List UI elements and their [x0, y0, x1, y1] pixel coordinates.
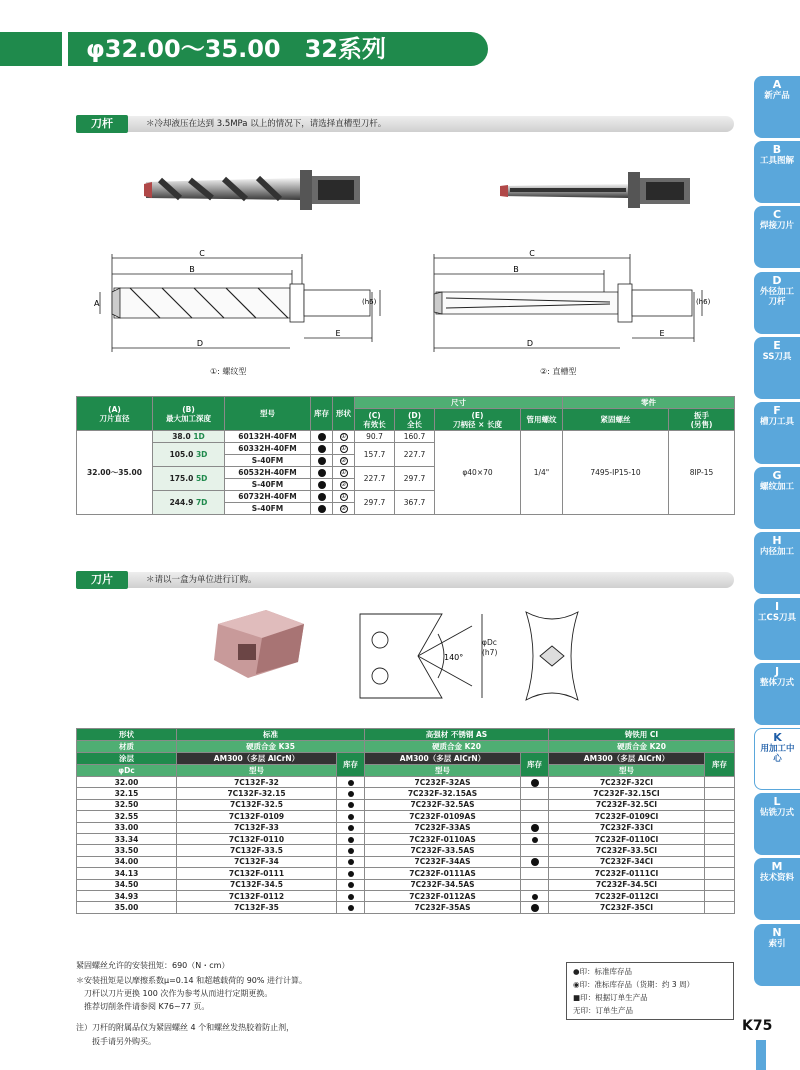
insert-model-as: 7C232F-32AS — [365, 777, 521, 788]
stock-small-dot-icon — [348, 894, 354, 900]
index-tab-letter: N — [772, 925, 782, 939]
label-140-degree: 140° — [444, 653, 464, 662]
stock-small-dot-icon — [532, 837, 538, 843]
holder-depth — [153, 467, 225, 491]
stock-small-dot-icon — [348, 837, 354, 843]
page-title: φ32.00～35.00 32系列 — [86, 35, 386, 63]
holder-depth-value: 244.9 — [169, 498, 194, 507]
holder-stock — [311, 455, 333, 467]
index-tab-letter: F — [773, 404, 781, 417]
index-tab-text: 焊接刀片 — [759, 221, 794, 232]
insert-dc: 33.50 — [77, 845, 177, 856]
insert-stock-as — [521, 777, 549, 788]
insert-model-as: 7C232F-32.15AS — [365, 788, 521, 799]
holder-stock — [311, 467, 333, 479]
legend-semi-standard: ◉印：准标库存品（货期：约 3 周） — [573, 980, 695, 989]
screw-type-drawing — [90, 248, 390, 360]
holder-model: S-40FM — [225, 503, 311, 515]
holder-screw: 7495-IP15-10 — [563, 431, 669, 515]
insert-angle-drawing — [354, 606, 494, 706]
holder-model: 60332H-40FM — [225, 443, 311, 455]
holder-effective-length: 90.7 — [355, 431, 395, 443]
index-tab-l[interactable] — [754, 793, 800, 855]
insert-row — [77, 822, 735, 833]
holder-section-tag: 刀杆 — [76, 115, 128, 133]
insert-row — [77, 890, 735, 901]
stock-dot-icon — [531, 904, 539, 912]
index-tab-text: 工具图解 — [759, 156, 794, 167]
insert-model-ci: 7C232F-34CI — [549, 856, 705, 867]
index-tab-d[interactable] — [754, 272, 800, 334]
holder-total-length: 227.7 — [395, 443, 435, 467]
index-tab-g[interactable] — [754, 467, 800, 529]
index-tab-text: 钻铣刀式 — [759, 808, 794, 819]
holder-table — [76, 396, 735, 515]
index-tab-text: 索引 — [768, 938, 786, 949]
insert-model-standard: 7C132F-34.5 — [177, 879, 337, 890]
ins-material-standard: 硬质合金 K35 — [177, 741, 365, 753]
insert-model-as: 7C232F-35AS — [365, 902, 521, 913]
insert-dc: 34.13 — [77, 868, 177, 879]
page-number-bar — [756, 1040, 766, 1070]
insert-stock-ci — [705, 879, 735, 890]
hdr-effective-length: (C) 有效长 — [355, 409, 395, 431]
holder-dia: 32.00～35.00 — [77, 431, 153, 515]
insert-model-standard: 7C132F-0112 — [177, 890, 337, 901]
insert-stock-ci — [705, 890, 735, 901]
ins-model-hdr-as: 型号 — [365, 765, 521, 777]
index-tab-b[interactable] — [754, 141, 800, 203]
holder-model: 60532H-40FM — [225, 467, 311, 479]
insert-dc: 32.50 — [77, 799, 177, 810]
shape-number-icon: ① — [340, 445, 347, 452]
index-tab-m[interactable] — [754, 858, 800, 920]
insert-stock-standard — [337, 788, 365, 799]
insert-stock-standard — [337, 777, 365, 788]
straight-drill-photo — [496, 168, 692, 212]
caption-straight-type: ②: 直槽型 — [540, 367, 577, 376]
insert-dc: 33.34 — [77, 833, 177, 844]
holder-shape — [333, 431, 355, 443]
insert-stock-as — [521, 868, 549, 879]
insert-stock-standard — [337, 868, 365, 879]
stock-legend — [566, 962, 734, 1020]
label-e: E — [335, 329, 341, 338]
holder-stock — [311, 503, 333, 515]
insert-dc: 32.55 — [77, 811, 177, 822]
insert-row — [77, 856, 735, 867]
insert-stock-as — [521, 811, 549, 822]
insert-model-as: 7C232F-0109AS — [365, 811, 521, 822]
index-tab-letter: M — [771, 860, 783, 874]
insert-dc: 32.15 — [77, 788, 177, 799]
insert-stock-ci — [705, 788, 735, 799]
insert-stock-as — [521, 856, 549, 867]
label-h6: (h6) — [362, 298, 377, 306]
ins-hdr-material: 材质 — [77, 741, 177, 753]
insert-stock-ci — [705, 833, 735, 844]
label-dc-h7: φDc (h7) — [482, 638, 498, 657]
insert-stock-as — [521, 879, 549, 890]
holder-shape — [333, 491, 355, 503]
stock-dot-icon — [318, 457, 326, 465]
shape-number-icon: ① — [340, 469, 347, 476]
hdr-model: 型号 — [225, 397, 311, 431]
holder-row — [77, 431, 735, 443]
holder-coolant: 1/4" — [521, 431, 563, 515]
insert-model-as: 7C232F-0110AS — [365, 833, 521, 844]
header-accent-bar — [62, 32, 68, 66]
footnote-2: 扳手请另外购买。 — [76, 1037, 156, 1046]
insert-stock-ci — [705, 822, 735, 833]
stock-dot-icon — [531, 824, 539, 832]
insert-stock-as — [521, 845, 549, 856]
holder-stock — [311, 491, 333, 503]
holder-depth-ratio: 7D — [195, 498, 208, 507]
stock-small-dot-icon — [348, 882, 354, 888]
insert-stock-standard — [337, 799, 365, 810]
label-h6-2: (h6) — [696, 298, 711, 306]
insert-stock-ci — [705, 902, 735, 913]
ins-shape-as: 高强材 不锈钢 AS — [365, 729, 549, 741]
stock-small-dot-icon — [348, 802, 354, 808]
holder-effective-length: 157.7 — [355, 443, 395, 467]
stock-small-dot-icon — [348, 871, 354, 877]
index-tab-letter: A — [772, 78, 782, 91]
index-tab-text: 工CS刀具 — [757, 612, 797, 623]
index-tab-text: 螺纹加工 — [759, 482, 794, 493]
index-tab-a[interactable] — [754, 76, 800, 138]
holder-effective-length: 297.7 — [355, 491, 395, 515]
insert-model-ci: 7C232F-32.5CI — [549, 799, 705, 810]
insert-stock-ci — [705, 799, 735, 810]
holder-depth-value: 38.0 — [172, 432, 191, 441]
holder-model: 60732H-40FM — [225, 491, 311, 503]
stock-dot-icon — [318, 469, 326, 477]
insert-model-standard: 7C132F-32.15 — [177, 788, 337, 799]
ins-material-ci: 硬质合金 K20 — [549, 741, 735, 753]
ins-coating-as: AM300（多层 AlCrN） — [365, 753, 521, 765]
hdr-shape: 形状 — [333, 397, 355, 431]
insert-stock-standard — [337, 822, 365, 833]
stock-small-dot-icon — [348, 905, 354, 911]
hdr-size-group: 尺寸 — [355, 397, 563, 409]
holder-depth-value: 105.0 — [169, 450, 194, 459]
stock-dot-icon — [318, 505, 326, 513]
insert-stock-standard — [337, 902, 365, 913]
insert-stock-ci — [705, 868, 735, 879]
holder-shape — [333, 503, 355, 515]
insert-section-note: ＊请以一盒为单位进行订购。 — [146, 575, 257, 585]
index-tab-letter: G — [772, 469, 782, 483]
insert-row — [77, 833, 735, 844]
holder-model: 60132H-40FM — [225, 431, 311, 443]
index-tab-letter: E — [773, 338, 781, 352]
insert-model-ci: 7C232F-32.15CI — [549, 788, 705, 799]
insert-row — [77, 799, 735, 810]
index-tab-f[interactable] — [754, 402, 800, 464]
label-d: D — [196, 339, 204, 348]
label-d-2: D — [526, 339, 534, 348]
stock-small-dot-icon — [348, 791, 354, 797]
index-tab-text: 槽刀工具 — [759, 417, 794, 427]
ins-material-as: 硬质合金 K20 — [365, 741, 549, 753]
insert-dc: 34.93 — [77, 890, 177, 901]
ins-coating-ci: AM300（多层 AlCrN） — [549, 753, 705, 765]
ins-coating-standard: AM300（多层 AlCrN） — [177, 753, 337, 765]
holder-stock — [311, 431, 333, 443]
insert-model-standard: 7C132F-33.5 — [177, 845, 337, 856]
insert-stock-as — [521, 833, 549, 844]
insert-dc: 35.00 — [77, 902, 177, 913]
holder-total-length: 367.7 — [395, 491, 435, 515]
hdr-parts-group: 零件 — [563, 397, 735, 409]
ins-hdr-shape: 形状 — [77, 729, 177, 741]
holder-depth-ratio: 1D — [193, 432, 205, 441]
holder-shank: φ40×70 — [435, 431, 521, 515]
holder-stock — [311, 479, 333, 491]
hdr-total-length: (D) 全长 — [395, 409, 435, 431]
holder-shape — [333, 455, 355, 467]
insert-model-ci: 7C232F-35CI — [549, 902, 705, 913]
hdr-wrench: 扳手 (另售) — [669, 409, 735, 431]
insert-model-standard: 7C132F-34 — [177, 856, 337, 867]
insert-stock-as — [521, 890, 549, 901]
footnote-1: 注）刀杆的附属品仅为紧固螺丝 4 个和螺丝发热胶着防止剂， — [76, 1023, 295, 1032]
stock-small-dot-icon — [348, 825, 354, 831]
insert-photo — [208, 604, 312, 684]
index-tab-letter: H — [772, 534, 782, 548]
insert-stock-as — [521, 902, 549, 913]
shape-number-icon: ① — [340, 433, 347, 440]
insert-stock-standard — [337, 833, 365, 844]
ins-shape-ci: 铸铁用 CI — [549, 729, 735, 741]
note-line2: 刀杆以刀片更换 100 次作为参考从而进行定期更换。 — [76, 989, 273, 998]
insert-stock-as — [521, 799, 549, 810]
stock-small-dot-icon — [348, 780, 354, 786]
insert-row — [77, 811, 735, 822]
page-number: K75 — [742, 1018, 773, 1034]
insert-model-standard: 7C132F-0110 — [177, 833, 337, 844]
stock-dot-icon — [531, 858, 539, 866]
holder-depth — [153, 443, 225, 467]
index-tab-letter: L — [773, 795, 781, 809]
insert-row — [77, 788, 735, 799]
holder-model: S-40FM — [225, 479, 311, 491]
insert-row — [77, 902, 735, 913]
stock-dot-icon — [531, 779, 539, 787]
screw-drill-photo — [140, 166, 362, 216]
index-tab-text: 新产品 — [764, 91, 790, 101]
index-tab-k[interactable] — [754, 728, 800, 790]
index-tab-i[interactable] — [754, 598, 800, 660]
insert-model-standard: 7C132F-33 — [177, 822, 337, 833]
insert-section-tag: 刀片 — [76, 571, 128, 589]
holder-depth — [153, 491, 225, 515]
ins-stock-as: 库存 — [521, 753, 549, 777]
insert-row — [77, 879, 735, 890]
insert-row — [77, 845, 735, 856]
stock-small-dot-icon — [348, 814, 354, 820]
holder-shape — [333, 479, 355, 491]
ins-stock-standard: 库存 — [337, 753, 365, 777]
insert-model-ci: 7C232F-34.5CI — [549, 879, 705, 890]
hdr-stock: 库存 — [311, 397, 333, 431]
insert-stock-standard — [337, 811, 365, 822]
insert-model-as: 7C232F-34.5AS — [365, 879, 521, 890]
holder-model: S-40FM — [225, 455, 311, 467]
index-tab-n[interactable] — [754, 924, 800, 986]
stock-dot-icon — [318, 481, 326, 489]
legend-order: ■印：根据订单生产品 — [573, 993, 648, 1002]
insert-model-as: 7C232F-0112AS — [365, 890, 521, 901]
legend-none: 无印：订单生产品 — [573, 1006, 633, 1015]
holder-stock — [311, 443, 333, 455]
note-line3: 推荐切削条件请参阅 K76~77 页。 — [76, 1002, 210, 1011]
insert-stock-ci — [705, 845, 735, 856]
index-tab-e[interactable] — [754, 337, 800, 399]
stock-dot-icon — [318, 493, 326, 501]
holder-depth-ratio: 3D — [195, 450, 208, 459]
insert-model-ci: 7C232F-0112CI — [549, 890, 705, 901]
insert-dc: 34.50 — [77, 879, 177, 890]
index-tab-letter: C — [772, 208, 782, 222]
hdr-screw: 紧固螺丝 — [563, 409, 669, 431]
insert-model-as: 7C232F-34AS — [365, 856, 521, 867]
hdr-depth: (B) 最大加工深度 — [153, 397, 225, 431]
ins-stock-ci: 库存 — [705, 753, 735, 777]
insert-model-ci: 7C232F-0109CI — [549, 811, 705, 822]
hdr-dia: (A) 刀片直径 — [77, 397, 153, 431]
insert-stock-ci — [705, 777, 735, 788]
index-tab-c[interactable] — [754, 206, 800, 268]
insert-model-as: 7C232F-33AS — [365, 822, 521, 833]
hdr-shank: (E) 刀柄径 × 长度 — [435, 409, 521, 431]
index-tab-text: 内径加工 — [759, 547, 794, 558]
index-tab-letter: B — [772, 143, 782, 157]
insert-dc: 32.00 — [77, 777, 177, 788]
straight-type-drawing — [420, 248, 720, 360]
insert-model-standard: 7C132F-32.5 — [177, 799, 337, 810]
holder-shape — [333, 467, 355, 479]
ins-shape-standard: 标准 — [177, 729, 365, 741]
insert-stock-standard — [337, 856, 365, 867]
index-tab-letter: D — [772, 273, 782, 287]
holder-depth — [153, 431, 225, 443]
insert-row — [77, 777, 735, 788]
shape-number-icon: ② — [340, 505, 347, 512]
index-tab-letter: I — [774, 599, 780, 613]
index-tab-letter: J — [774, 664, 780, 678]
shape-number-icon: ① — [340, 493, 347, 500]
insert-row — [77, 868, 735, 879]
holder-total-length: 160.7 — [395, 431, 435, 443]
stock-small-dot-icon — [532, 894, 538, 900]
insert-stock-standard — [337, 879, 365, 890]
label-a: A — [94, 299, 100, 308]
label-c-2: C — [529, 249, 535, 258]
index-tab-text: 技术资料 — [759, 873, 794, 884]
insert-stock-ci — [705, 856, 735, 867]
legend-standard: ●印：标准库存品 — [573, 967, 633, 976]
insert-model-ci: 7C232F-33.5CI — [549, 845, 705, 856]
insert-table — [76, 728, 735, 914]
insert-model-standard: 7C132F-0111 — [177, 868, 337, 879]
insert-model-as: 7C232F-0111AS — [365, 868, 521, 879]
holder-effective-length: 227.7 — [355, 467, 395, 491]
index-tab-text: 整体刀式 — [759, 677, 794, 688]
insert-model-ci: 7C232F-33CI — [549, 822, 705, 833]
ins-hdr-dc: φDc — [77, 765, 177, 777]
insert-model-standard: 7C132F-0109 — [177, 811, 337, 822]
label-c: C — [199, 249, 205, 258]
index-tab-text: 外径加工刀杆 — [759, 286, 794, 307]
insert-stock-as — [521, 822, 549, 833]
stock-dot-icon — [318, 445, 326, 453]
caption-screw-type: ①: 螺纹型 — [210, 367, 247, 376]
holder-shape — [333, 443, 355, 455]
insert-model-standard: 7C132F-35 — [177, 902, 337, 913]
insert-model-ci: 7C232F-0110CI — [549, 833, 705, 844]
stock-small-dot-icon — [348, 848, 354, 854]
shape-number-icon: ② — [340, 481, 347, 488]
index-tab-text: 用加工中心 — [760, 744, 795, 764]
note-line1: ＊安装扭矩是以摩擦系数μ=0.14 和超越载荷的 90% 进行计算。 — [76, 976, 308, 985]
note-torque: 紧固螺丝允许的安装扭矩：690（N・cm） — [76, 961, 230, 970]
index-tab-h[interactable] — [754, 532, 800, 594]
hdr-coolant: 管用螺纹 — [521, 409, 563, 431]
insert-stock-standard — [337, 890, 365, 901]
holder-total-length: 297.7 — [395, 467, 435, 491]
stock-small-dot-icon — [348, 859, 354, 865]
insert-stock-ci — [705, 811, 735, 822]
label-b-2: B — [513, 265, 519, 274]
holder-depth-ratio: 5D — [195, 474, 208, 483]
insert-model-standard: 7C132F-32 — [177, 777, 337, 788]
insert-model-as: 7C232F-32.5AS — [365, 799, 521, 810]
holder-depth-value: 175.0 — [169, 474, 194, 483]
insert-stock-as — [521, 788, 549, 799]
insert-dc: 34.00 — [77, 856, 177, 867]
insert-stock-standard — [337, 845, 365, 856]
index-tab-text: SS刀具 — [762, 351, 792, 362]
holder-section-note: ＊冷却液压在达到 3.5MPa 以上的情况下，请选择直槽型刀杆。 — [146, 119, 387, 129]
insert-model-as: 7C232F-33.5AS — [365, 845, 521, 856]
index-tab-j[interactable] — [754, 663, 800, 725]
holder-wrench: 8IP-15 — [669, 431, 735, 515]
ins-model-hdr-ci: 型号 — [549, 765, 705, 777]
insert-model-ci: 7C232F-0111CI — [549, 868, 705, 879]
index-tab-letter: K — [773, 731, 782, 744]
insert-model-ci: 7C232F-32CI — [549, 777, 705, 788]
insert-top-view — [518, 606, 586, 706]
stock-dot-icon — [318, 433, 326, 441]
shape-number-icon: ② — [340, 457, 347, 464]
label-e-2: E — [659, 329, 665, 338]
insert-dc: 33.00 — [77, 822, 177, 833]
label-b: B — [189, 265, 195, 274]
ins-hdr-grade: 涂层 — [77, 753, 177, 765]
ins-model-hdr-standard: 型号 — [177, 765, 337, 777]
